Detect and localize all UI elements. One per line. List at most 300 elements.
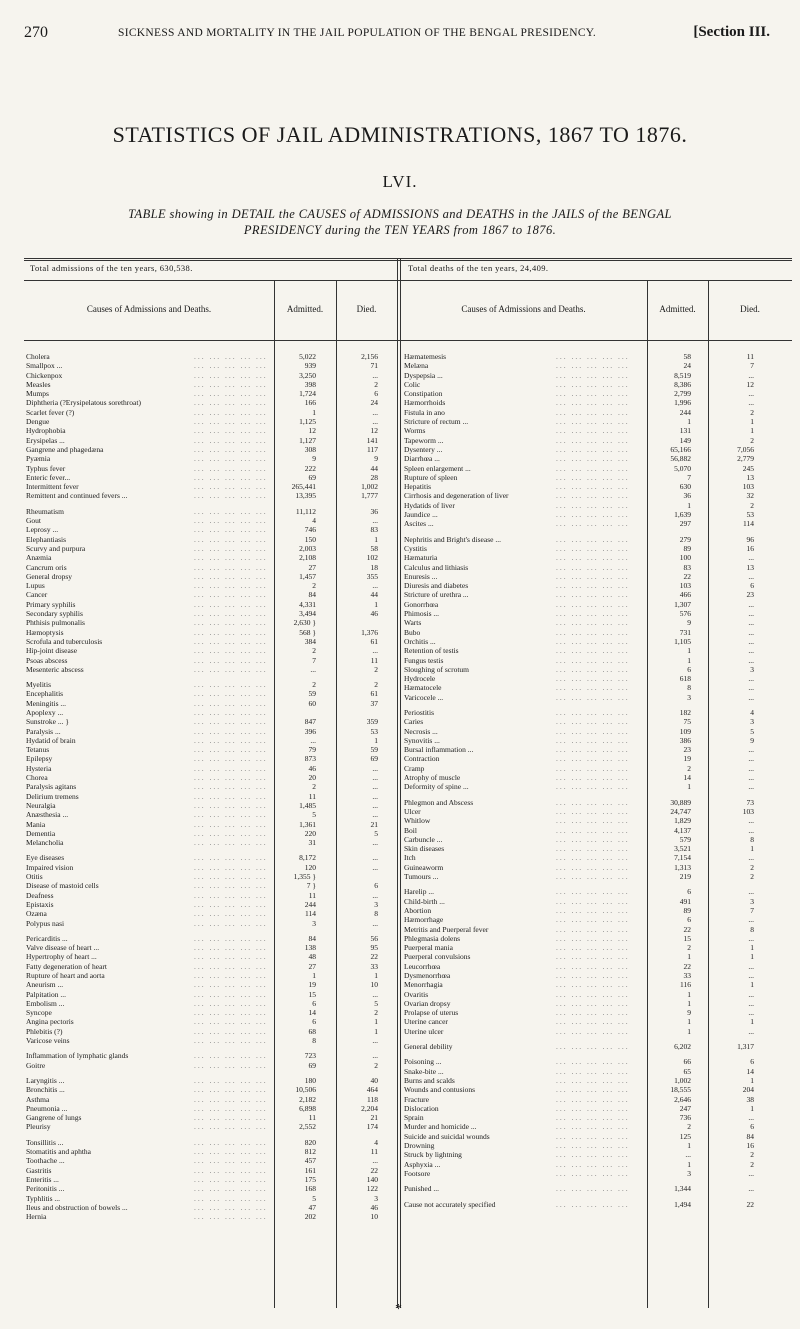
leader-dots: ... ... ... ... ... <box>556 618 630 628</box>
leader-dots: ... ... ... ... ... <box>194 909 268 919</box>
admitted-value: 1 <box>687 989 691 999</box>
cause-name: Dengue <box>26 417 50 427</box>
admitted-value: 11 <box>308 890 316 900</box>
table-row <box>26 680 396 689</box>
died-value: ... <box>372 782 378 792</box>
admitted-value: 24,747 <box>670 806 691 816</box>
died-value: 2 <box>750 435 754 445</box>
table-row <box>26 689 396 698</box>
admitted-value: 2,003 <box>299 543 316 553</box>
cause-name: Bubo <box>404 627 421 637</box>
table-row <box>404 826 790 835</box>
table-row <box>26 934 396 943</box>
leader-dots: ... ... ... ... ... <box>194 370 268 380</box>
died-value: 1 <box>750 1017 754 1027</box>
cause-name: Gangrene of lungs <box>26 1113 82 1123</box>
table-row <box>404 398 790 407</box>
admitted-value: 149 <box>679 435 691 445</box>
died-value: ... <box>372 370 378 380</box>
leader-dots: ... ... ... ... ... <box>556 924 630 934</box>
admitted-value: 279 <box>679 534 691 544</box>
leader-dots: ... ... ... ... ... <box>556 482 630 492</box>
cause-name: Uterine cancer <box>404 1017 448 1027</box>
table-row <box>404 773 790 782</box>
admitted-value: 579 <box>679 834 691 844</box>
cause-name: Worms <box>404 426 426 436</box>
leader-dots: ... ... ... ... ... <box>556 853 630 863</box>
died-value: ... <box>372 800 378 810</box>
died-value: 140 <box>366 1174 378 1184</box>
leader-dots: ... ... ... ... ... <box>194 516 268 526</box>
admitted-value: 576 <box>679 609 691 619</box>
leader-dots: ... ... ... ... ... <box>556 763 630 773</box>
admitted-value: 8,386 <box>674 379 691 389</box>
admitted-value: 8 <box>312 1036 316 1046</box>
admitted-value: 1,105 <box>674 636 691 646</box>
admitted-value: 736 <box>679 1113 691 1123</box>
cause-name: Hydrophobia <box>26 426 66 436</box>
died-value: 464 <box>366 1085 378 1095</box>
admitted-value: 10,506 <box>295 1085 316 1095</box>
died-value: 3 <box>750 664 754 674</box>
table-row <box>26 764 396 773</box>
leader-dots: ... ... ... ... ... <box>556 1094 630 1104</box>
admitted-value: 22 <box>683 961 691 971</box>
leader-dots: ... ... ... ... ... <box>556 1159 630 1169</box>
admitted-value: 1,639 <box>674 510 691 520</box>
died-value: 44 <box>370 463 378 473</box>
leader-dots: ... ... ... ... ... <box>194 735 268 745</box>
table-row <box>404 782 790 791</box>
leader-dots: ... ... ... ... ... <box>556 887 630 897</box>
table-row <box>404 1184 790 1193</box>
admitted-value: 15 <box>683 933 691 943</box>
table-row <box>26 491 396 500</box>
admitted-value: 100 <box>679 553 691 563</box>
died-value: ... <box>748 971 754 980</box>
died-value: 245 <box>742 463 754 473</box>
admitted-value: 1,125 <box>299 417 316 427</box>
running-title: SICKNESS AND MORTALITY IN THE JAIL POPULATION OF THE BENGAL PRESIDENCY. <box>118 27 597 39</box>
table-row <box>404 426 790 435</box>
table-row <box>404 656 790 665</box>
died-value: ... <box>372 890 378 900</box>
cause-name: Carbuncle ... <box>404 834 443 844</box>
table-row <box>26 909 396 918</box>
table-row <box>404 943 790 952</box>
cause-name: Burns and scalds <box>404 1075 455 1085</box>
admitted-value: 1 <box>687 1017 691 1027</box>
cause-name: Phlebitis (?) <box>26 1026 63 1036</box>
leader-dots: ... ... ... ... ... <box>556 426 630 436</box>
table-row <box>26 482 396 491</box>
table-row <box>404 693 790 702</box>
leader-dots: ... ... ... ... ... <box>556 674 630 684</box>
leader-dots: ... ... ... ... ... <box>194 636 268 646</box>
table-row <box>26 754 396 763</box>
table-row <box>404 863 790 872</box>
cause-name: Ileus and obstruction of bowels ... <box>26 1202 128 1212</box>
died-value: 32 <box>746 491 754 501</box>
table-row <box>404 454 790 463</box>
table-row <box>26 535 396 544</box>
cause-name: Cancer <box>26 590 48 600</box>
table-row <box>404 535 790 544</box>
cause-name: Tetanus <box>26 745 50 755</box>
leader-dots: ... ... ... ... ... <box>194 562 268 572</box>
table-row <box>26 618 396 627</box>
table-row <box>404 925 790 934</box>
died-value: 2 <box>374 1060 378 1070</box>
table-row <box>26 516 396 525</box>
leader-dots: ... ... ... ... ... <box>194 1075 268 1085</box>
cause-name: Stricture of urethra ... <box>404 590 469 600</box>
caption-line-1: TABLE showing in DETAIL the CAUSES of ADMISSIONS and DEATHS in the JAILS of the BENGAL <box>128 207 672 221</box>
died-value: ... <box>372 1051 378 1061</box>
cause-name: Elephantiasis <box>26 534 66 544</box>
died-value: 1 <box>374 534 378 544</box>
cause-name: Phthisis pulmonalis <box>26 618 85 628</box>
leader-dots: ... ... ... ... ... <box>556 553 630 563</box>
died-value: ... <box>372 853 378 863</box>
cause-name: Hæmatemesis <box>404 352 447 361</box>
cause-name: Polypus nasi <box>26 918 65 928</box>
leader-dots: ... ... ... ... ... <box>556 943 630 953</box>
left-admitted-header: Admitted. <box>286 304 324 314</box>
leader-dots: ... ... ... ... ... <box>194 1147 268 1157</box>
admitted-value: 22 <box>683 571 691 581</box>
died-value: 21 <box>370 1113 378 1123</box>
table-row <box>26 600 396 609</box>
table-row <box>404 618 790 627</box>
table-row <box>26 1122 396 1131</box>
leader-dots: ... ... ... ... ... <box>194 571 268 581</box>
table-row <box>404 590 790 599</box>
admitted-value: 6 <box>312 998 316 1008</box>
admitted-value: 1,313 <box>674 862 691 872</box>
cause-name: Cancrum oris <box>26 562 67 572</box>
died-value: ... <box>748 692 754 702</box>
died-value: ... <box>748 773 754 783</box>
died-value: ... <box>748 553 754 563</box>
table-row <box>26 380 396 389</box>
table-row <box>26 389 396 398</box>
died-value: ... <box>372 810 378 820</box>
table-row <box>26 1008 396 1017</box>
cause-name: Gangrene and phagedæna <box>26 444 104 454</box>
admitted-value: 1 <box>687 500 691 510</box>
cause-name: Drowning <box>404 1141 435 1151</box>
leader-dots: ... ... ... ... ... <box>194 1094 268 1104</box>
died-value: ... <box>372 791 378 801</box>
died-value: ... <box>748 1184 754 1194</box>
leader-dots: ... ... ... ... ... <box>556 1066 630 1076</box>
table-row <box>404 1113 790 1122</box>
cause-name: Erysipelas ... <box>26 435 65 445</box>
cause-name: Toothache ... <box>26 1156 65 1166</box>
cause-name: Atrophy of muscle <box>404 773 461 783</box>
cause-name: Hypertrophy of heart ... <box>26 952 97 962</box>
cause-name: Nephritis and Bright's disease ... <box>404 534 501 544</box>
leader-dots: ... ... ... ... ... <box>194 745 268 755</box>
table-row <box>26 544 396 553</box>
table-caption <box>30 206 770 238</box>
cause-name: Murder and homicide ... <box>404 1122 477 1132</box>
died-value: 61 <box>370 636 378 646</box>
cause-name: Calculus and lithiasis <box>404 562 469 572</box>
cause-name: Punished ... <box>404 1184 440 1194</box>
table-row <box>26 1113 396 1122</box>
leader-dots: ... ... ... ... ... <box>194 791 268 801</box>
admitted-value: 47 <box>308 1202 316 1212</box>
table-row <box>26 1095 396 1104</box>
cause-name: Epistaxis <box>26 899 54 909</box>
admitted-value: 812 <box>304 1147 316 1157</box>
died-value: ... <box>748 571 754 581</box>
table-number: LVI. <box>382 172 418 191</box>
cause-name: Synovitis ... <box>404 735 440 745</box>
died-value: ... <box>748 887 754 897</box>
table-row <box>26 971 396 980</box>
leader-dots: ... ... ... ... ... <box>194 1174 268 1184</box>
admitted-value: 5 <box>312 1193 316 1203</box>
cause-name: Tapeworm ... <box>404 435 444 445</box>
admitted-value: 1,002 <box>674 1075 691 1085</box>
leader-dots: ... ... ... ... ... <box>194 506 268 516</box>
died-value: ... <box>748 674 754 684</box>
table-row <box>404 674 790 683</box>
leader-dots: ... ... ... ... ... <box>194 698 268 708</box>
died-value: 103 <box>742 806 754 816</box>
admitted-value: 69 <box>308 1060 316 1070</box>
admitted-value: 202 <box>304 1212 316 1222</box>
admitted-value: 491 <box>679 896 691 906</box>
admitted-value: 820 <box>304 1137 316 1147</box>
leader-dots: ... ... ... ... ... <box>556 1008 630 1018</box>
table-row <box>404 464 790 473</box>
admitted-value: 12 <box>308 426 316 436</box>
leader-dots: ... ... ... ... ... <box>194 689 268 699</box>
admitted-value: 166 <box>304 398 316 408</box>
died-value: 2 <box>750 500 754 510</box>
admitted-value: 386 <box>679 735 691 745</box>
leader-dots: ... ... ... ... ... <box>194 943 268 953</box>
admitted-value: 8,172 <box>299 853 316 863</box>
admitted-value: 2,646 <box>674 1094 691 1104</box>
died-value: 22 <box>370 952 378 962</box>
died-value: ... <box>748 618 754 628</box>
admitted-value: 19 <box>683 754 691 764</box>
leader-dots: ... ... ... ... ... <box>194 989 268 999</box>
died-value: 103 <box>742 482 754 492</box>
table-row <box>404 1122 790 1131</box>
died-value: 2 <box>374 379 378 389</box>
leader-dots: ... ... ... ... ... <box>194 1212 268 1222</box>
admitted-value: 457 <box>304 1156 316 1166</box>
admitted-value: 2 <box>687 763 691 773</box>
table-row <box>404 1141 790 1150</box>
leader-dots: ... ... ... ... ... <box>556 806 630 816</box>
leader-dots: ... ... ... ... ... <box>556 389 630 399</box>
table-row <box>404 1132 790 1141</box>
cause-name: Melæna <box>404 361 429 371</box>
admitted-value: 9 <box>687 1008 691 1018</box>
cause-name: Ovarian dropsy <box>404 998 451 1008</box>
admitted-value: 1,724 <box>299 389 316 399</box>
died-value: ... <box>372 763 378 773</box>
died-value: 2 <box>750 872 754 882</box>
leader-dots: ... ... ... ... ... <box>556 463 630 473</box>
cause-name: Apoplexy ... <box>26 707 64 717</box>
table-row <box>404 563 790 572</box>
admitted-value: 1 <box>312 971 316 980</box>
cause-name: Cirrhosis and degeneration of liver <box>404 491 509 501</box>
leader-dots: ... ... ... ... ... <box>556 952 630 962</box>
leader-dots: ... ... ... ... ... <box>556 664 630 674</box>
cause-name: Hæmoptysis <box>26 627 64 637</box>
cause-name: Paralysis agitans <box>26 782 77 792</box>
leader-dots: ... ... ... ... ... <box>556 435 630 445</box>
table-row <box>26 999 396 1008</box>
admitted-value: 13,395 <box>295 491 316 501</box>
admitted-value: 7 <box>312 655 316 665</box>
died-value: 53 <box>370 726 378 736</box>
table-row <box>26 900 396 909</box>
admitted-value: 1,355 } <box>293 872 316 882</box>
died-value: 5 <box>374 998 378 1008</box>
leader-dots: ... ... ... ... ... <box>556 825 630 835</box>
admitted-value: 89 <box>683 543 691 553</box>
cause-name: Retention of testis <box>404 646 459 656</box>
died-value: ... <box>748 816 754 826</box>
table-row <box>26 1076 396 1085</box>
cause-name: Caries <box>404 717 424 727</box>
leader-dots: ... ... ... ... ... <box>556 417 630 427</box>
leader-dots: ... ... ... ... ... <box>194 872 268 882</box>
admitted-value: 6 <box>687 664 691 674</box>
cause-name: Myelitis <box>26 680 52 690</box>
table-row <box>26 863 396 872</box>
admitted-value: 79 <box>308 745 316 755</box>
table-row <box>26 609 396 618</box>
table-row <box>404 872 790 881</box>
table-row <box>404 445 790 454</box>
died-value: 3 <box>750 896 754 906</box>
admitted-value: 308 <box>304 444 316 454</box>
leader-dots: ... ... ... ... ... <box>556 862 630 872</box>
leader-dots: ... ... ... ... ... <box>556 1075 630 1085</box>
leader-dots: ... ... ... ... ... <box>556 683 630 693</box>
died-value: 1 <box>750 952 754 962</box>
leader-dots: ... ... ... ... ... <box>556 562 630 572</box>
right-table-body <box>404 352 790 1209</box>
total-deaths: Total deaths of the ten years, 24,409. <box>408 263 549 273</box>
table-row <box>404 417 790 426</box>
leader-dots: ... ... ... ... ... <box>194 800 268 810</box>
leader-dots: ... ... ... ... ... <box>556 627 630 637</box>
table-row <box>404 1017 790 1026</box>
leader-dots: ... ... ... ... ... <box>194 918 268 928</box>
leader-dots: ... ... ... ... ... <box>194 828 268 838</box>
cause-name: Hæmaturia <box>404 553 438 563</box>
leader-dots: ... ... ... ... ... <box>556 735 630 745</box>
table-row <box>26 445 396 454</box>
admitted-value: 23 <box>683 745 691 755</box>
table-row <box>404 915 790 924</box>
leader-dots: ... ... ... ... ... <box>194 553 268 563</box>
died-value: 23 <box>746 590 754 600</box>
died-value: 22 <box>746 1199 754 1209</box>
leader-dots: ... ... ... ... ... <box>556 646 630 656</box>
cause-name: Epilepsy <box>26 754 53 764</box>
cause-name: Fungus testis <box>404 655 444 665</box>
admitted-value: 396 <box>304 726 316 736</box>
died-value: 46 <box>370 1202 378 1212</box>
died-value: 1 <box>374 599 378 609</box>
leader-dots: ... ... ... ... ... <box>556 472 630 482</box>
died-value: 1 <box>750 1075 754 1085</box>
table-row <box>404 754 790 763</box>
cause-name: Pleurisy <box>26 1122 51 1132</box>
table-row <box>404 906 790 915</box>
died-value: 7 <box>750 905 754 915</box>
died-value: ... <box>748 754 754 764</box>
cause-name: Scarlet fever (?) <box>26 407 75 417</box>
died-value: 2,204 <box>361 1103 378 1113</box>
admitted-value: 3,494 <box>299 609 316 619</box>
admitted-value: 69 <box>308 472 316 482</box>
leader-dots: ... ... ... ... ... <box>556 998 630 1008</box>
cause-name: Stomatitis and aphtha <box>26 1147 91 1157</box>
center-divider-2 <box>400 258 401 1308</box>
cause-name: Itch <box>404 853 416 863</box>
table-row <box>404 727 790 736</box>
table-row <box>26 436 396 445</box>
cause-name: Diphtheria (?Erysipelatous sorethroat) <box>26 398 141 408</box>
table-row <box>26 699 396 708</box>
cause-name: Hepatitis <box>404 482 432 492</box>
cause-name: Meningitis ... <box>26 698 67 708</box>
page-title: STATISTICS OF JAIL ADMINISTRATIONS, 1867 TO 1876. <box>112 122 688 147</box>
admitted-value: 65,166 <box>670 444 691 454</box>
died-value: 174 <box>366 1122 378 1132</box>
leader-dots: ... ... ... ... ... <box>556 1150 630 1160</box>
died-value: 1 <box>750 1103 754 1113</box>
leader-dots: ... ... ... ... ... <box>194 1193 268 1203</box>
died-value: 33 <box>370 961 378 971</box>
leader-dots: ... ... ... ... ... <box>194 1113 268 1123</box>
admitted-value: 6 <box>687 887 691 897</box>
admitted-value: 1,344 <box>674 1184 691 1194</box>
cause-name: Puerperal mania <box>404 943 453 953</box>
died-value: 14 <box>746 1066 754 1076</box>
admitted-value: 1,485 <box>299 800 316 810</box>
died-value: ... <box>748 389 754 399</box>
leader-dots: ... ... ... ... ... <box>194 361 268 371</box>
admitted-value: 4,137 <box>674 825 691 835</box>
table-row <box>404 971 790 980</box>
cause-name: Neuralgia <box>26 800 56 810</box>
admitted-value: 8 <box>687 683 691 693</box>
cause-name: Whitlow <box>404 816 431 826</box>
table-row <box>26 708 396 717</box>
admitted-value: 125 <box>679 1131 691 1141</box>
cause-name: Bronchitis ... <box>26 1085 65 1095</box>
leader-dots: ... ... ... ... ... <box>556 581 630 591</box>
table-row <box>404 1085 790 1094</box>
table-row <box>26 581 396 590</box>
admitted-value: 68 <box>308 1026 316 1036</box>
